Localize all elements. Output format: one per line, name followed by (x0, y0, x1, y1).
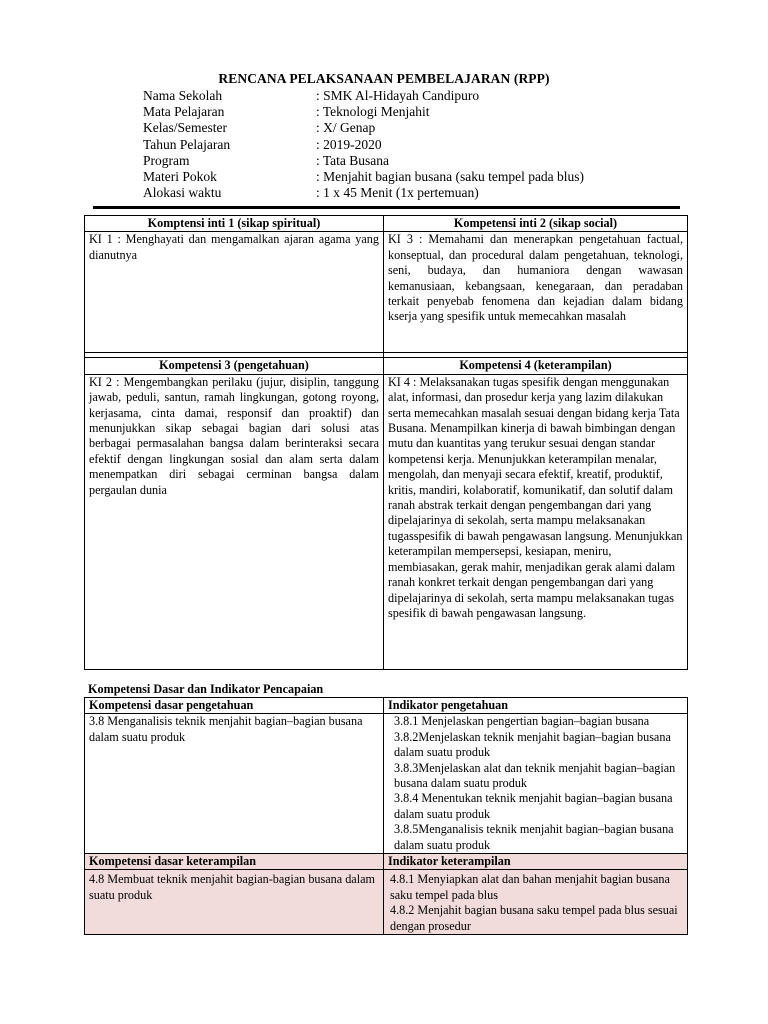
info-label: Nama Sekolah (143, 88, 223, 103)
ki3-cell: KI 3 : Memahami dan menerapkan pengetahuan factual, konseptual, dan procedural dalam pengetahuan, teknologi, seni, budaya, dan humaniora dengan wawasan kemanusiaan, kebangsaan, kenegaraan, dan peradaban terkait penyebab fenomena dan kejadian dalam bidang kserja yang spesifik untuk memecahkan masalah (384, 232, 688, 353)
info-row (143, 169, 584, 185)
indikator-pengetahuan-header: Indikator pengetahuan (384, 698, 688, 714)
table-row (85, 232, 688, 353)
info-value: : Menjahit bagian busana (saku tempel pada blus) (316, 168, 585, 184)
document-title: RENCANA PELAKSANAAN PEMBELAJARAN (RPP) (218, 71, 550, 86)
info-label: Kelas/Semester (143, 120, 227, 136)
info-label: Program (143, 152, 190, 168)
list-item: 3.8.2Menjelaskan teknik menjahit bagian–bagian busana dalam suatu produk (394, 729, 671, 760)
list-item: 3.8.4 Menentukan teknik menjahit bagian–bagian busana dalam suatu produk (394, 791, 673, 821)
list-item: 3.8.5Menganalisis teknik menjahit bagian–bagian busana dalam suatu produk (394, 822, 674, 852)
indikator-pengetahuan-cell (384, 714, 688, 854)
ki4-cell: KI 4 : Melaksanakan tugas spesifik dengan menggunakan alat, informasi, dan prosedur kerja yang lazim dilakukan serta memecahkan masalah sesuai dengan bidang kerja Tata Busana. Menampilkan kinerja di bawah bimbingan dengan mutu dan kuantitas yang terukur sesuai dengan standar kompetensi kerja. Menunjukkan keterampilan menalar, mengolah, dan menyaji secara efektif, kreatif, produktif, kritis, mandiri, kolaboratif, komunikatif, dan solutif dalam ranah abstrak terkait dengan pengembangan dari yang dipelajarinya di sekolah, serta mampu melaksanakan tugasspesifik di bawah pengawasan langsung. Menunjukkan keterampilan mempersepsi, kesiapan, meniru, membiasakan, gerak mahir, menjadikan gerak alami dalam ranah konkret terkait dengan pengembangan dari yang dipelajarinya di sekolah, serta mampu melaksanakan tugas spesifik di bawah pengawasan langsung. (384, 374, 688, 669)
kd-keterampilan-header: Kompetensi dasar keterampilan (85, 854, 384, 870)
info-row (143, 120, 584, 136)
indikator-keterampilan-cell (384, 870, 688, 935)
table-row (85, 854, 688, 870)
info-row (143, 153, 584, 169)
kompetensi-dasar-table (84, 697, 688, 935)
info-value: : SMK Al-Hidayah Candipuro (316, 88, 480, 103)
indikator-keterampilan-header: Indikator keterampilan (384, 854, 688, 870)
header-divider (93, 206, 680, 209)
kd-keterampilan-cell: 4.8 Membuat teknik menjahit bagian-bagian busana dalam suatu produk (85, 870, 384, 935)
list-item: 3.8.3Menjelaskan alat dan teknik menjahit bagian–bagian busana dalam suatu produk (394, 760, 676, 791)
info-label: Materi Pokok (143, 168, 217, 184)
ki1-header: Komptensi inti 1 (sikap spiritual) (85, 216, 384, 232)
info-label: Alokasi waktu (143, 185, 222, 201)
k4-header: Kompetensi 4 (keterampilan) (384, 358, 688, 374)
table-row (85, 358, 688, 374)
info-value: : 1 x 45 Menit (1x pertemuan) (316, 185, 479, 201)
kd-pengetahuan-header: Kompetensi dasar pengetahuan (85, 698, 384, 714)
kd-pengetahuan-cell: 3.8 Menganalisis teknik menjahit bagian–bagian busana dalam suatu produk (85, 714, 384, 854)
info-label: Tahun Pelajaran (143, 136, 231, 152)
table-row (85, 698, 688, 714)
k3-header: Kompetensi 3 (pengetahuan) (85, 358, 384, 374)
info-value: : Teknologi Menjahit (316, 104, 430, 120)
kd-section-title: Kompetensi Dasar dan Indikator Pencapaian (88, 682, 324, 696)
table-row (85, 216, 688, 232)
info-value: : Tata Busana (316, 152, 390, 168)
table-row (85, 374, 688, 669)
table-row (85, 714, 688, 854)
table-row (85, 870, 688, 935)
info-row (143, 137, 584, 153)
info-row (143, 185, 584, 201)
kompetensi-inti-table (84, 215, 688, 670)
list-item: 4.8.2 Menjahit bagian busana saku tempel pada blus sesuai dengan prosedur (390, 903, 678, 933)
info-label: Mata Pelajaran (143, 104, 225, 120)
ki2-cell: KI 2 : Mengembangkan perilaku (jujur, disiplin, tanggung jawab, peduli, santun, ramah lingkungan, gotong royong, kerjasama, cinta damai, responsif dan proaktif) dan menunjukkan sikap sebagai bagian dari solusi atas berbagai permasalahan bangsa dalam berinteraksi secara efektif dengan lingkungan sosial dan alam serta dalam menempatkan diri sebagai cerminan bangsa dalam pergaulan dunia (85, 374, 384, 669)
info-value: : X/ Genap (316, 120, 376, 136)
info-block (143, 88, 584, 201)
info-row (143, 104, 584, 120)
info-row (143, 88, 584, 104)
list-item: 3.8.1 Menjelaskan pengertian bagian–bagian busana (394, 714, 650, 729)
info-value: : 2019-2020 (316, 136, 382, 152)
ki1-cell: KI 1 : Menghayati dan mengamalkan ajaran agama yang dianutnya (85, 232, 384, 353)
list-item: 4.8.1 Menyiapkan alat dan bahan menjahit bagian busana saku tempel pada blus (390, 872, 670, 902)
ki2-header: Kompetensi inti 2 (sikap social) (384, 216, 688, 232)
